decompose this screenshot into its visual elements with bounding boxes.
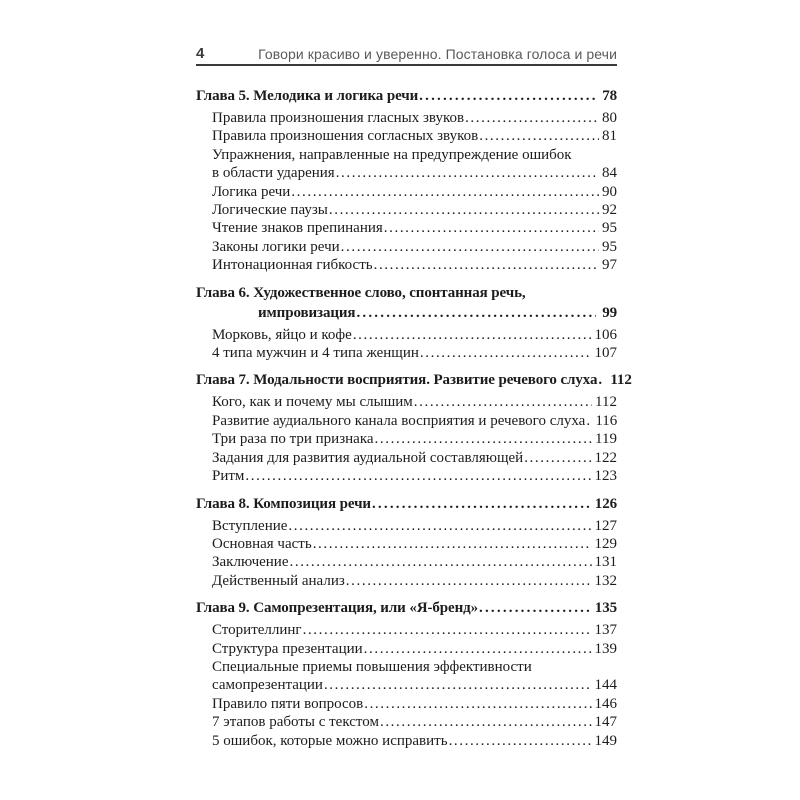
dot-leader [356,303,596,323]
toc-entry-label: Глава 5. Мелодика и логика речи [196,88,419,104]
toc-page-number: 106 [594,326,617,343]
running-title: Говори красиво и уверенно. Постановка голоса и речи [258,46,617,62]
toc-item-row [212,201,617,219]
dot-leader [414,393,592,411]
toc-item-list [212,621,617,750]
toc-chapter-row [196,598,617,618]
dot-leader [291,183,599,201]
running-header [196,46,617,66]
toc-chapter-row [196,370,632,390]
header-page-number: 4 [196,45,205,62]
toc-entry-label: Логические паузы [212,202,328,219]
toc-item-row [212,676,617,694]
toc-page-number: 80 [602,110,617,126]
toc-entry-label: Упражнения, направленные на предупреждение ошибок [212,146,572,163]
toc-page-number: 97 [602,257,617,274]
dot-leader [465,109,599,127]
toc-entry-label: в области ударения [212,165,335,182]
toc-page-number: 131 [594,554,617,571]
toc-page-number: 147 [594,714,617,731]
toc-page-number: 78 [602,88,617,104]
toc-entry-label: Глава 9. Самопрезентация, или «Я-бренд» [196,600,479,617]
toc-chapter [196,598,617,618]
toc-entry-label: Морковь, яйцо и кофе [212,326,352,343]
toc-page-number: 129 [594,535,617,552]
toc-item-list [212,326,617,363]
toc-page-number: 146 [594,695,617,712]
toc-page-number: 149 [594,732,617,749]
toc-item-row [212,344,617,362]
dot-leader [245,467,591,485]
toc-item-row [212,127,617,145]
toc-chapter [196,370,632,390]
toc-item-row [212,256,617,274]
toc-page-number: 123 [594,468,617,485]
toc-item-row [212,467,617,485]
toc-item-row [212,572,617,590]
dot-leader [479,127,599,145]
toc-item-row [212,238,617,256]
toc-chapter-row [196,86,617,106]
dot-leader [364,695,591,713]
toc-entry-label: Основная часть [212,535,312,552]
dot-leader [374,256,599,274]
toc-item-row [212,517,617,535]
toc-entry-label: Сторителлинг [212,622,302,639]
toc-entry-label: Интонационная гибкость [212,257,373,274]
toc-item-list [212,517,617,591]
toc-entry-label: самопрезентации [212,677,323,694]
toc-page-number: 99 [602,304,617,321]
dot-leader [372,494,589,514]
toc-entry-label: Правила произношения гласных звуков [212,110,465,126]
dot-leader [375,430,593,448]
toc-entry-label: Логика речи [212,183,291,200]
toc-item-row [212,553,617,571]
dot-leader [313,535,592,553]
dot-leader [364,640,592,658]
toc-item-row [212,640,617,658]
toc-entry-label: Задания для развития аудиальной составляющей [212,449,524,466]
dot-leader [420,344,592,362]
toc-item-row [212,164,617,182]
toc-item-row [212,109,617,127]
dot-leader [346,572,592,590]
dot-leader [384,219,599,237]
toc-item-list [212,393,617,485]
toc-page-number: 132 [594,572,617,589]
toc-entry-label: Структура презентации [212,640,363,657]
dot-leader [341,238,599,256]
toc-page-number: 119 [595,431,617,448]
page-content [196,45,632,750]
toc-page-number: 95 [602,220,617,237]
toc-entry-label: Чтение знаков препинания [212,220,383,237]
toc-entry-label: Правила произношения согласных звуков [212,128,479,145]
toc-item-row [212,449,617,467]
dot-leader [324,676,592,694]
dot-leader [288,517,591,535]
dot-leader [329,201,599,219]
toc-page-number: 84 [602,165,617,182]
toc-chapter-row [196,303,617,323]
dot-leader [290,553,592,571]
toc-chapter [196,283,617,323]
toc-entry-label: Специальные приемы повышения эффективности [212,658,532,675]
toc-page-number: 90 [602,183,617,200]
dot-leader [586,412,592,430]
toc-entry-label: Ритм [212,468,245,485]
toc-entry-label: 5 ошибок, которые можно исправить [212,732,448,749]
toc-entry-label: Глава 6. Художественное слово, спонтанная речь, [196,284,526,301]
toc-item-row [212,183,617,201]
dot-leader [479,598,589,618]
toc-chapter-row [196,494,617,514]
dot-leader [598,370,604,390]
toc-item-row [212,535,617,553]
toc-entry-label: Три раза по три признака [212,431,374,448]
toc-entry-label: Действенный анализ [212,572,345,589]
toc-item-row [212,412,617,430]
toc-item-row [212,326,617,344]
toc-entry-label: Правило пяти вопросов [212,695,364,712]
dot-leader [524,449,591,467]
toc-page-number: 116 [595,412,618,429]
table-of-contents [196,86,632,750]
toc-entry-label: Глава 7. Модальности восприятия. Развитие речевого слуха [196,372,598,389]
toc-entry-label: импровизация [258,304,356,321]
toc-entry-label: Глава 8. Композиция речи [196,495,371,512]
toc-item-row [212,732,617,750]
dot-leader [419,86,596,106]
toc-page-number: 92 [602,202,617,219]
toc-item-row [212,146,617,164]
toc-chapter [196,86,617,106]
toc-page-number: 112 [610,372,632,389]
toc-entry-label: Вступление [212,517,288,534]
toc-item-list [212,109,617,275]
toc-page-number: 81 [602,128,617,145]
toc-entry-label: Законы логики речи [212,238,340,255]
toc-entry-label: Заключение [212,554,289,571]
toc-entry-label: 7 этапов работы с текстом [212,714,379,731]
toc-page-number: 126 [594,495,617,512]
toc-entry-label: 4 типа мужчин и 4 типа женщин [212,345,419,362]
dot-leader [353,326,592,344]
toc-page-number: 144 [594,677,617,694]
toc-page-number: 107 [594,345,617,362]
toc-page-number: 122 [594,449,617,466]
toc-entry-label: Кого, как и почему мы слышим [212,394,413,411]
toc-item-row [212,658,617,676]
toc-page-number: 127 [594,517,617,534]
toc-item-row [212,713,617,731]
toc-item-row [212,621,617,639]
toc-page-number: 112 [595,394,617,411]
dot-leader [380,713,592,731]
toc-chapter-row [196,283,617,303]
dot-leader [336,164,599,182]
toc-item-row [212,430,617,448]
toc-page-number: 135 [594,600,617,617]
toc-item-row [212,393,617,411]
toc-page-number: 139 [594,640,617,657]
toc-item-row [212,695,617,713]
toc-page-number: 95 [602,238,617,255]
toc-page-number: 137 [594,622,617,639]
toc-entry-label: Развитие аудиального канала восприятия и речевого слуха [212,412,586,429]
toc-chapter [196,494,617,514]
toc-item-row [212,219,617,237]
dot-leader [449,732,592,750]
dot-leader [303,621,592,639]
